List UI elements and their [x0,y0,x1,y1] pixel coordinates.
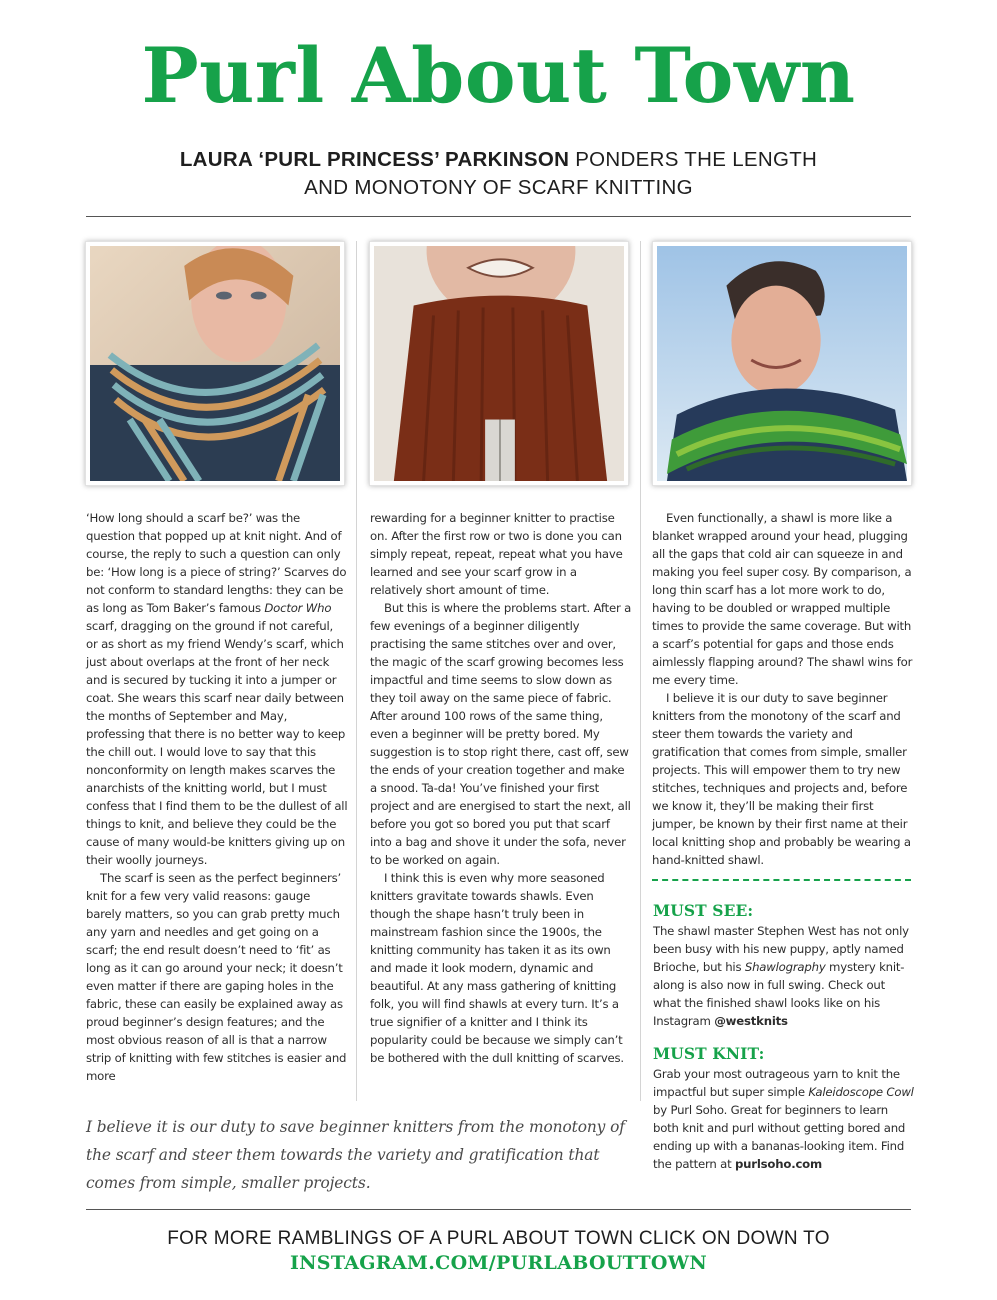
pull-quote: I believe it is our duty to save beginner knitters from the monotony of the scarf and steer them towards the variety and gratification that comes from simple, smaller projects. [86,1118,625,1192]
striped-scarf-photo [90,246,340,481]
article-column-3 [652,509,914,869]
article-column-1 [86,509,348,1085]
photo-frame-3 [652,241,912,486]
emphasis-text: Doctor Who [264,601,332,615]
green-shawl-photo [657,246,907,481]
footer-instagram-link[interactable]: INSTAGRAM.COM/PURLABOUTTOWN [289,1252,708,1274]
must-knit-heading: MUST KNIT: [653,1044,765,1063]
page-subtitle [0,146,997,202]
column-divider-2 [640,241,641,1101]
article-paragraph: rewarding for a beginner knitter to practise on. After the first row or two is done you can simply repeat, repeat, repeat what you have learned and see your scarf grow in a relatively short amount of time. [370,511,623,597]
must-see-heading: MUST SEE: [653,901,754,920]
subtitle-line-2: AND MONOTONY OF SCARF KNITTING [304,176,693,199]
article-paragraph: I think this is even why more seasoned knitters gravitate towards shawls. Even though the shape hasn’t truly been in mainstream fashion since the 1900s, the knitting community has taken it as its own and made it look modern, dynamic and beautiful. At any mass gathering of knitting folk, you will find shawls at every turn. It’s a true signifier of a knitter and I think its popularity could be because we simply can’t be bothered with the dull knitting of scarves. [370,871,624,1065]
rust-scarf-photo [374,246,624,481]
photo-frame-2 [369,241,629,486]
must-see-text: The shawl master Stephen West has not only been busy with his new puppy, aptly named Brioche, but his Shawlography mystery knit-along is also now in full swing. Check out what the finished shawl looks like on his Instagram @westknits [653,924,909,1028]
article-paragraph: I believe it is our duty to save beginner knitters from the monotony of the scarf and steer them towards the variety and gratification that comes from simple, smaller projects. This will empower them to try new stitches, techniques and projects and, before we know it, they’ll be making their first jumper, be known by their first name at their local knitting shop and probably be wearing a hand-knitted shawl. [652,691,911,867]
article-column-2 [370,509,632,1067]
article-paragraph: ‘How long should a scarf be?’ was the question that popped up at knit night. And of course, the reply to such a question can only be: ‘How long is a piece of string?’ Scarves do not conform to standard lengths: they can be as long as Tom Baker’s famous Doctor Who scarf, dragging on the ground if not careful, or as short as my friend Wendy’s scarf, which just about overlaps at the front of her neck and is secured by tucking it into a jumper or coat. She wears this scarf near daily between the months of September and May, professing that there is no better way to keep the chill out. I would love to say that this nonconformity on length makes scarves the anarchists of the knitting world, but I must confess that I find them to be the dullest of all things to knit, and believe they could be the cause of many would-be knitters giving up on their woolly journeys. [86,511,348,867]
column-divider-1 [356,241,357,1101]
header-rule [86,216,911,217]
article-paragraph: Even functionally, a shawl is more like a blanket wrapped around your head, plugging all the gaps that cold air can squeeze in and making you feel super cosy. By comparison, a long thin scarf has a lot more work to do, having to be doubled or wrapped multiple times to provide the same coverage. But with a scarf’s potential for gaps and those ends aimlessly flapping around? The shawl wins for me every time. [652,511,913,687]
subtitle-text: PONDERS THE LENGTH [569,148,818,171]
footer-text: FOR MORE RAMBLINGS OF A PURL ABOUT TOWN CLICK ON DOWN TO [167,1228,830,1249]
author-name: LAURA ‘PURL PRINCESS’ PARKINSON [179,148,570,171]
must-knit-text: Grab your most outrageous yarn to knit the impactful but super simple Kaleidoscope Cowl by Purl Soho. Great for beginners to learn both knit and purl without getting bored and ending up with a bananas-looking item. Find the pattern at purlsoho.com [653,1067,914,1171]
footer-rule [86,1209,911,1210]
article-paragraph: The scarf is seen as the perfect beginners’ knit for a few very valid reasons: gauge barely matters, so you can grab pretty much any yarn and needles and get going on a scarf; the end result doesn’t need to ‘fit’ as long as it can go around your neck; it doesn’t even matter if there are gaping holes in the fabric, these can easily be explained away as proud beginner’s design features; and the most obvious reason of all is that a narrow strip of knitting with few stitches is easier and more [86,871,347,1083]
page-title: Purl About Town [141,31,856,120]
emphasis-text: Kaleidoscope Cowl [808,1085,914,1099]
article-paragraph: But this is where the problems start. After a few evenings of a beginner diligently practising the same stitches over and over, the magic of the scarf growing becomes less impactful and time seems to slow down as they toil away on the same piece of fabric. After around 100 rows of the same thing, even a beginner will be pretty bored. My suggestion is to stop right there, cast off, sew the ends of your creation together and make a snood. Ta-da! You’ve finished your first project and are energised to start the next, all before you got so bored you put that scarf into a bag and shove it under the sofa, never to be worked on again. [370,601,632,867]
purlsoho-link[interactable]: purlsoho.com [735,1157,822,1171]
photo-frame-1 [85,241,345,486]
emphasis-text: Shawlography [744,960,826,974]
dashed-divider [652,879,911,881]
instagram-handle-link[interactable]: @westknits [714,1014,788,1028]
